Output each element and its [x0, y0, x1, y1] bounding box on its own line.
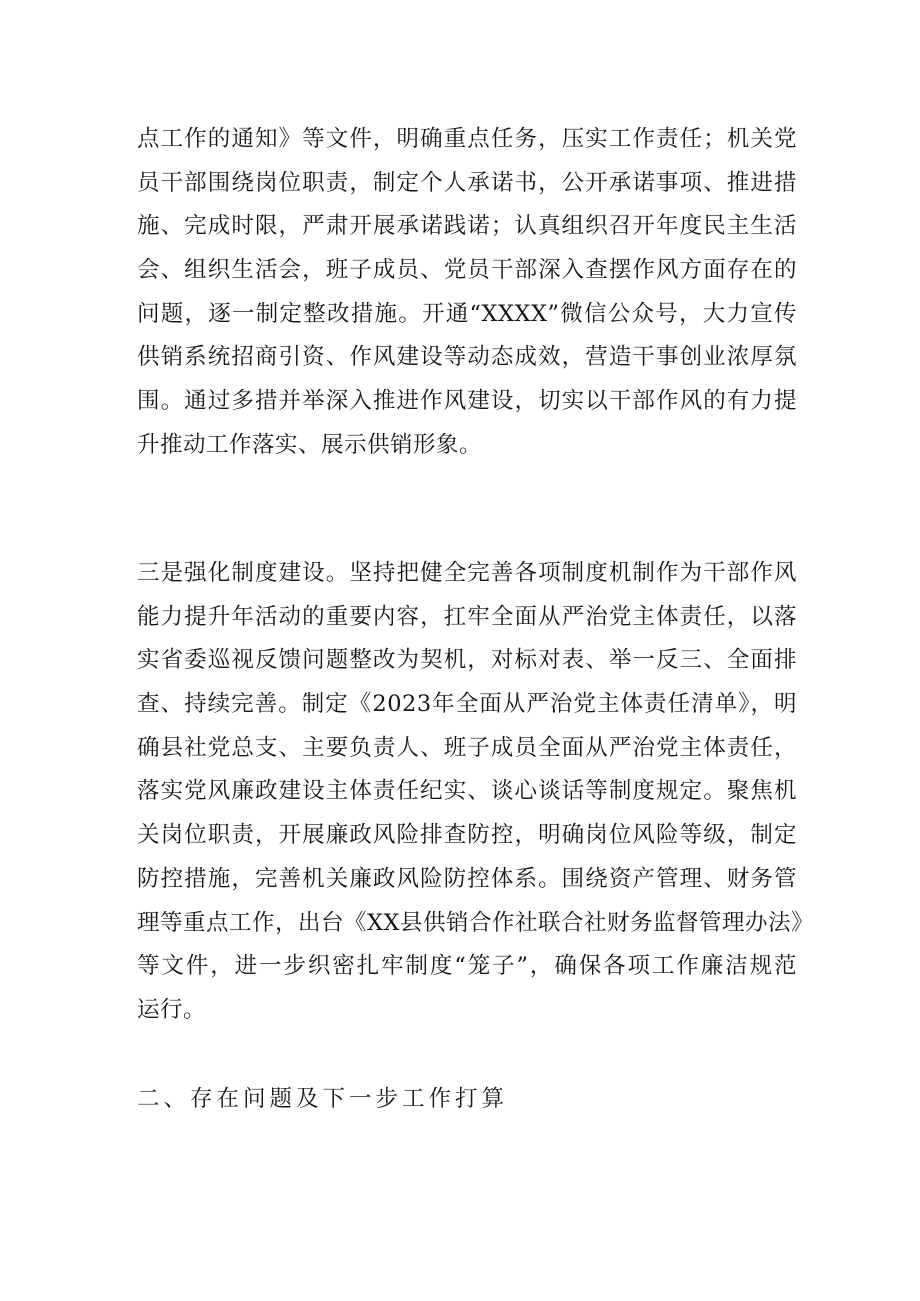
paragraph-institution-building	[137, 552, 815, 1033]
paragraph-line: 关岗位职责，开展廉政风险排查防控，明确岗位风险等级，制定	[137, 822, 797, 849]
paragraph-line: 确县社党总支、主要负责人、班子成员全面从严治党主体责任，	[137, 734, 797, 761]
section-heading: 二、存在问题及下一步工作打算	[137, 1086, 509, 1112]
paragraph-line: 运行。	[137, 996, 207, 1023]
paragraph-line: 防控措施，完善机关廉政风险防控体系。围绕资产管理、财务管	[137, 865, 797, 892]
paragraph-line: 理等重点工作，出台《XX县供销合作社联合社财务监督管理办法》	[137, 909, 815, 936]
paragraph-line: 等文件，进一步织密扎牢制度“笼子”，确保各项工作廉洁规范	[137, 953, 797, 980]
paragraph-line: 员干部围绕岗位职责，制定个人承诺书，公开承诺事项、推进措	[137, 169, 797, 196]
paragraph-work-style	[137, 118, 797, 468]
paragraph-line: 查、持续完善。制定《2023年全面从严治党主体责任清单》，明	[137, 691, 797, 718]
paragraph-line: 供销系统招商引资、作风建设等动态成效，营造干事创业浓厚氛	[137, 344, 797, 371]
paragraph-line: 围。通过多措并举深入推进作风建设，切实以干部作风的有力提	[137, 388, 797, 415]
paragraph-line: 实省委巡视反馈问题整改为契机，对标对表、举一反三、全面排	[137, 647, 797, 674]
paragraph-line: 会、组织生活会，班子成员、党员干部深入查摆作风方面存在的	[137, 257, 797, 284]
paragraph-line: 能力提升年活动的重要内容，扛牢全面从严治党主体责任，以落	[137, 603, 797, 630]
paragraph-line: 落实党风廉政建设主体责任纪实、谈心谈话等制度规定。聚焦机	[137, 778, 797, 805]
paragraph-line: 问题，逐一制定整改措施。开通“XXXX”微信公众号，大力宣传	[137, 300, 797, 327]
paragraph-line: 施、完成时限，严肃开展承诺践诺；认真组织召开年度民主生活	[137, 213, 797, 240]
paragraph-line: 点工作的通知》等文件，明确重点任务，压实工作责任；机关党	[137, 126, 797, 152]
paragraph-line: 三是强化制度建设。坚持把健全完善各项制度机制作为干部作风	[137, 560, 797, 586]
paragraph-line: 升推动工作落实、展示供销形象。	[137, 431, 483, 458]
